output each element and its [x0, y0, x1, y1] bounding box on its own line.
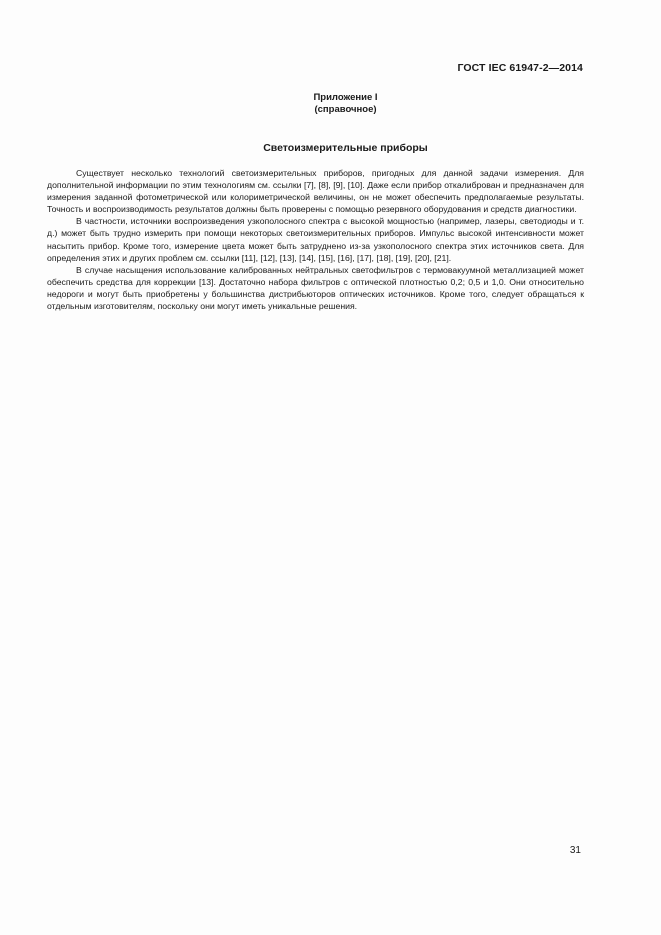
body-text	[47, 167, 584, 312]
annex-type: (справочное)	[314, 104, 377, 115]
annex-title: Приложение I	[313, 92, 378, 103]
paragraph: В случае насыщения использование калиброванных нейтральных светофильтров с термовакуумной металлизацией может обеспечить средства для коррекции [13]. Достаточно набора фильтров с оптической плотностью 0,2; 0,5 и 1,0. Они относительно недороги и могут быть приобретены у большинства дистрибьюторов оптических источников. Кроме того, следует обращаться к отдельным изготовителям, поскольку они могут иметь уникальные решения.	[47, 264, 584, 312]
annex-heading	[0, 92, 661, 116]
page-number: 31	[569, 845, 581, 856]
document-id-header: ГОСТ IEC 61947-2—2014	[457, 62, 583, 74]
section-title: Светоизмерительные приборы	[263, 142, 428, 154]
paragraph: Существует несколько технологий светоизмерительных приборов, пригодных для данной задачи измерения. Для дополнительной информации по этим технологиям см. ссылки [7], [8], [9], [10]. Даже если прибор откалиброван и предназначен для измерения заданной фотометрической или колориметрической величины, он не может обеспечить предполагаемые результаты. Точность и воспроизводимость результатов должны быть проверены с помощью резервного оборудования и средств диагностики.	[47, 168, 584, 215]
paragraph: В частности, источники воспроизведения узкополосного спектра с высокой мощностью (например, лазеры, светодиоды и т. д.) может быть трудно измерить при помощи некоторых светоизмерительных приборов. Импульс высокой интенсивности может насытить прибор. Кроме того, измерение цвета может быть затруднено из-за узкополосного спектра этих источников света. Для определения этих и других проблем см. ссылки [11], [12], [13], [14], [15], [16], [17], [18], [19], [20], [21].	[47, 216, 584, 263]
